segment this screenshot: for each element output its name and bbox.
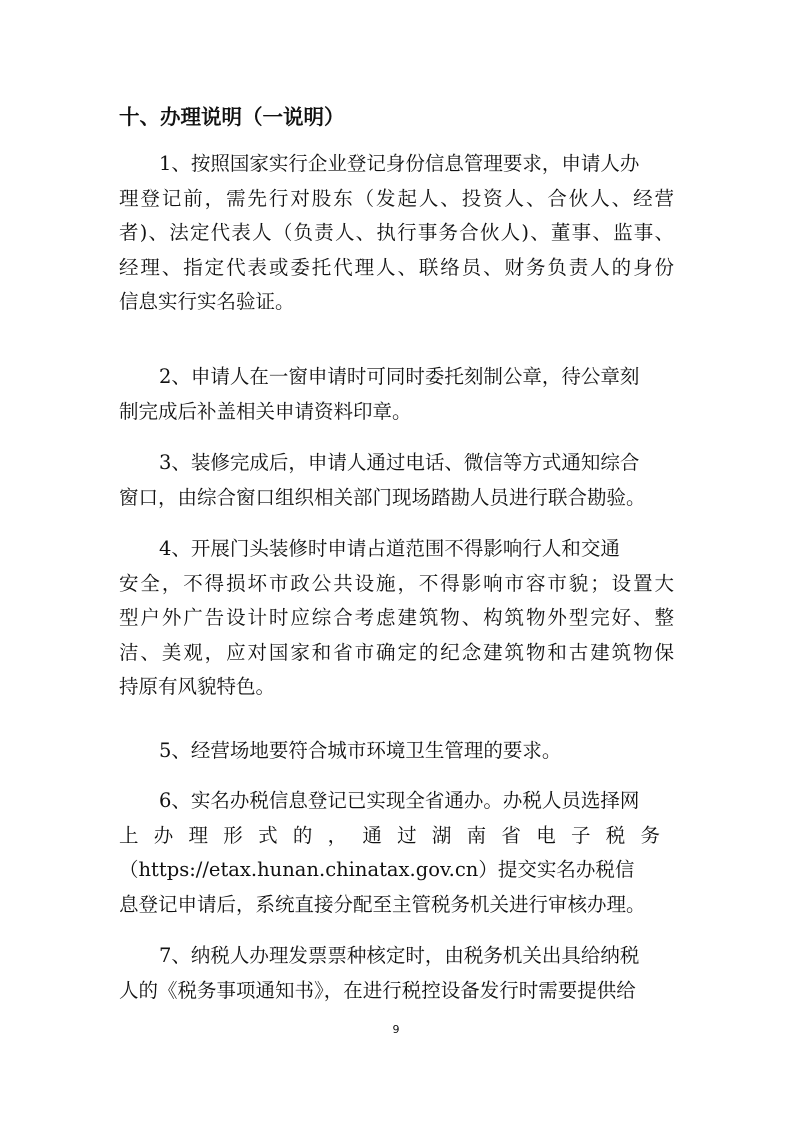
paragraph-5 xyxy=(119,734,674,769)
paragraph-line: 1、按照国家实行企业登记身份信息管理要求，申请人办 xyxy=(159,152,640,175)
page-number: 9 xyxy=(392,1023,400,1036)
paragraph-line: 持原有风貌特色。 xyxy=(119,675,276,698)
paragraph-line: 型户外广告设计时应综合考虑建筑物、构筑物外型完好、整 xyxy=(119,606,674,629)
section-heading: 十、办理说明（一说明） xyxy=(119,105,345,129)
paragraph-6 xyxy=(119,784,674,922)
paragraph-line: 6、实名办税信息登记已实现全省通办。办税人员选择网 xyxy=(159,789,640,812)
paragraph-line: 者)、法定代表人（负责人、执行事务合伙人)、董事、监事、 xyxy=(119,221,674,244)
paragraph-line: 4、开展门头装修时申请占道范围不得影响行人和交通 xyxy=(159,537,620,560)
paragraph-line: 息登记申请后，系统直接分配至主管税务机关进行审核办理。 xyxy=(119,892,646,916)
paragraph-4 xyxy=(119,532,674,705)
paragraph-line: 安全，不得损坏市政公共设施，不得影响市容市貌；设置大 xyxy=(119,571,674,595)
paragraph-line: 制完成后补盖相关申请资料印章。 xyxy=(119,399,412,423)
paragraph-line: （https://etax.hunan.chinatax.gov.cn）提交实名办税信 xyxy=(119,858,635,881)
paragraph-line: 2、申请人在一窗申请时可同时委托刻制公章，待公章刻 xyxy=(159,365,640,388)
paragraph-3 xyxy=(119,446,674,515)
paragraph-line: 人的《税务事项通知书》，在进行税控设备发行时需要提供给 xyxy=(119,978,636,1002)
paragraph-2 xyxy=(119,360,674,429)
paragraph-line: 3、装修完成后，申请人通过电话、微信等方式通知综合 xyxy=(159,451,640,474)
paragraph-line: 经理、指定代表或委托代理人、联络员、财务负责人的身份 xyxy=(119,255,674,279)
paragraph-line: 洁、美观，应对国家和省市确定的纪念建筑物和古建筑物保 xyxy=(119,640,674,664)
paragraph-line: 窗口，由综合窗口组织相关部门现场踏勘人员进行联合勘验。 xyxy=(119,485,646,509)
paragraph-7 xyxy=(119,939,674,1008)
paragraph-line: 信息实行实名验证。 xyxy=(119,290,295,313)
paragraph-line: 理登记前，需先行对股东（发起人、投资人、合伙人、经营 xyxy=(119,186,674,210)
paragraph-line: 上办理形式的，通过湖南省电子税务 xyxy=(119,823,674,847)
paragraph-line: 5、经营场地要符合城市环境卫生管理的要求。 xyxy=(159,739,562,762)
paragraph-line: 7、纳税人办理发票票种核定时，由税务机关出具给纳税 xyxy=(159,944,640,967)
paragraph-1 xyxy=(119,147,674,320)
